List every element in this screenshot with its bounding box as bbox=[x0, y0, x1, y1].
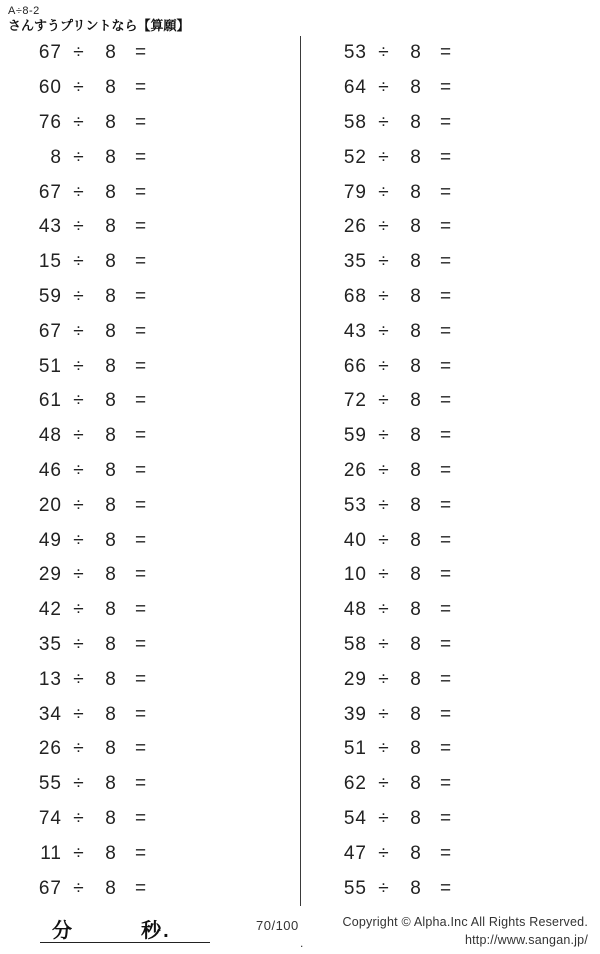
equals-sign: = bbox=[439, 285, 453, 307]
problem-row bbox=[14, 106, 300, 141]
problem-row bbox=[14, 488, 300, 523]
divide-icon: ÷ bbox=[73, 633, 85, 655]
equals-sign: = bbox=[439, 529, 453, 551]
problem-row bbox=[14, 175, 300, 210]
divide-icon: ÷ bbox=[378, 633, 390, 655]
problem-row bbox=[319, 36, 600, 71]
divisor: 8 bbox=[410, 842, 422, 864]
problem-row bbox=[14, 523, 300, 558]
equals-sign: = bbox=[439, 703, 453, 725]
equals-sign: = bbox=[134, 146, 148, 168]
problem-row bbox=[319, 384, 600, 419]
dividend: 29 bbox=[343, 668, 367, 690]
equals-sign: = bbox=[134, 703, 148, 725]
divide-icon: ÷ bbox=[73, 842, 85, 864]
problem-row bbox=[319, 802, 600, 837]
divisor: 8 bbox=[410, 773, 422, 795]
dividend: 15 bbox=[38, 251, 62, 273]
equals-sign: = bbox=[439, 216, 453, 238]
divide-icon: ÷ bbox=[73, 216, 85, 238]
equals-sign: = bbox=[134, 738, 148, 760]
equals-sign: = bbox=[134, 390, 148, 412]
problem-row bbox=[319, 628, 600, 663]
problem-column-left bbox=[0, 36, 300, 906]
divide-icon: ÷ bbox=[378, 807, 390, 829]
equals-sign: = bbox=[134, 633, 148, 655]
divisor: 8 bbox=[105, 251, 117, 273]
divide-icon: ÷ bbox=[73, 320, 85, 342]
copyright-text: Copyright © Alpha.Inc All Rights Reserved. bbox=[342, 915, 588, 929]
footer-dot: . bbox=[300, 936, 304, 950]
divide-icon: ÷ bbox=[73, 738, 85, 760]
problem-row bbox=[14, 419, 300, 454]
divisor: 8 bbox=[105, 181, 117, 203]
divisor: 8 bbox=[105, 425, 117, 447]
problem-row bbox=[14, 662, 300, 697]
dividend: 43 bbox=[343, 320, 367, 342]
website-url: http://www.sangan.jp/ bbox=[464, 933, 588, 947]
problem-row bbox=[14, 732, 300, 767]
minutes-label: 分 bbox=[52, 920, 74, 942]
equals-sign: = bbox=[439, 425, 453, 447]
divide-icon: ÷ bbox=[378, 111, 390, 133]
divide-icon: ÷ bbox=[73, 494, 85, 516]
equals-sign: = bbox=[439, 251, 453, 273]
problem-row bbox=[319, 523, 600, 558]
problem-row bbox=[14, 871, 300, 906]
dividend: 55 bbox=[38, 773, 62, 795]
problem-row bbox=[14, 210, 300, 245]
divisor: 8 bbox=[105, 599, 117, 621]
divisor: 8 bbox=[410, 251, 422, 273]
problem-row bbox=[319, 106, 600, 141]
dividend: 26 bbox=[343, 216, 367, 238]
divisor: 8 bbox=[410, 390, 422, 412]
equals-sign: = bbox=[134, 320, 148, 342]
divide-icon: ÷ bbox=[73, 529, 85, 551]
equals-sign: = bbox=[439, 633, 453, 655]
divisor: 8 bbox=[410, 355, 422, 377]
divisor: 8 bbox=[410, 633, 422, 655]
problem-row bbox=[14, 140, 300, 175]
dividend: 40 bbox=[343, 529, 367, 551]
dividend: 55 bbox=[343, 877, 367, 899]
dividend: 58 bbox=[343, 111, 367, 133]
worksheet-code: A÷8-2 bbox=[8, 5, 40, 17]
page-number: 70/100 bbox=[256, 918, 299, 933]
problem-row bbox=[14, 802, 300, 837]
problem-row bbox=[319, 488, 600, 523]
divisor: 8 bbox=[410, 216, 422, 238]
dividend: 43 bbox=[38, 216, 62, 238]
divisor: 8 bbox=[105, 320, 117, 342]
divide-icon: ÷ bbox=[378, 703, 390, 725]
divisor: 8 bbox=[105, 77, 117, 99]
equals-sign: = bbox=[134, 42, 148, 64]
divisor: 8 bbox=[410, 494, 422, 516]
equals-sign: = bbox=[134, 494, 148, 516]
divide-icon: ÷ bbox=[73, 111, 85, 133]
dividend: 26 bbox=[343, 459, 367, 481]
divide-icon: ÷ bbox=[73, 77, 85, 99]
problem-row bbox=[319, 836, 600, 871]
equals-sign: = bbox=[439, 111, 453, 133]
equals-sign: = bbox=[134, 355, 148, 377]
divisor: 8 bbox=[105, 459, 117, 481]
problem-row bbox=[14, 593, 300, 628]
divide-icon: ÷ bbox=[73, 146, 85, 168]
divisor: 8 bbox=[410, 668, 422, 690]
divisor: 8 bbox=[105, 738, 117, 760]
divide-icon: ÷ bbox=[378, 42, 390, 64]
problem-column-right bbox=[300, 36, 600, 906]
problem-row bbox=[14, 558, 300, 593]
equals-sign: = bbox=[439, 564, 453, 586]
divide-icon: ÷ bbox=[73, 877, 85, 899]
divide-icon: ÷ bbox=[378, 773, 390, 795]
dividend: 67 bbox=[38, 181, 62, 203]
divide-icon: ÷ bbox=[378, 529, 390, 551]
divisor: 8 bbox=[410, 738, 422, 760]
divide-icon: ÷ bbox=[73, 181, 85, 203]
problem-row bbox=[319, 732, 600, 767]
dividend: 72 bbox=[343, 390, 367, 412]
dividend: 64 bbox=[343, 77, 367, 99]
dividend: 13 bbox=[38, 668, 62, 690]
equals-sign: = bbox=[439, 807, 453, 829]
divisor: 8 bbox=[105, 529, 117, 551]
dividend: 34 bbox=[38, 703, 62, 725]
equals-sign: = bbox=[439, 390, 453, 412]
divide-icon: ÷ bbox=[73, 390, 85, 412]
problem-row bbox=[319, 697, 600, 732]
divide-icon: ÷ bbox=[378, 77, 390, 99]
seconds-label: 秒. bbox=[141, 920, 171, 942]
divisor: 8 bbox=[105, 633, 117, 655]
equals-sign: = bbox=[134, 77, 148, 99]
problem-row bbox=[14, 314, 300, 349]
problem-row bbox=[319, 280, 600, 315]
divide-icon: ÷ bbox=[378, 842, 390, 864]
divisor: 8 bbox=[410, 42, 422, 64]
equals-sign: = bbox=[439, 355, 453, 377]
dividend: 11 bbox=[40, 842, 62, 864]
divide-icon: ÷ bbox=[378, 146, 390, 168]
page-footer bbox=[0, 906, 600, 954]
problem-row bbox=[319, 210, 600, 245]
divisor: 8 bbox=[410, 459, 422, 481]
dividend: 67 bbox=[38, 42, 62, 64]
equals-sign: = bbox=[134, 529, 148, 551]
divide-icon: ÷ bbox=[378, 216, 390, 238]
dividend: 67 bbox=[38, 320, 62, 342]
divide-icon: ÷ bbox=[73, 251, 85, 273]
divide-icon: ÷ bbox=[73, 425, 85, 447]
divisor: 8 bbox=[410, 111, 422, 133]
dividend: 61 bbox=[38, 390, 62, 412]
dividend: 48 bbox=[38, 425, 62, 447]
divide-icon: ÷ bbox=[378, 390, 390, 412]
dividend: 51 bbox=[38, 355, 62, 377]
dividend: 10 bbox=[343, 564, 367, 586]
divisor: 8 bbox=[410, 877, 422, 899]
problem-row bbox=[319, 662, 600, 697]
divisor: 8 bbox=[105, 42, 117, 64]
time-write-line bbox=[40, 942, 210, 943]
problem-row bbox=[319, 767, 600, 802]
problem-row bbox=[319, 245, 600, 280]
problem-row bbox=[14, 454, 300, 489]
dividend: 67 bbox=[38, 877, 62, 899]
problem-row bbox=[319, 558, 600, 593]
page-header bbox=[8, 4, 189, 34]
dividend: 52 bbox=[343, 146, 367, 168]
divisor: 8 bbox=[410, 146, 422, 168]
equals-sign: = bbox=[439, 842, 453, 864]
dividend: 60 bbox=[38, 77, 62, 99]
divisor: 8 bbox=[105, 807, 117, 829]
divisor: 8 bbox=[410, 320, 422, 342]
problem-row bbox=[319, 349, 600, 384]
equals-sign: = bbox=[439, 668, 453, 690]
dividend: 59 bbox=[38, 285, 62, 307]
problem-row bbox=[14, 349, 300, 384]
equals-sign: = bbox=[439, 459, 453, 481]
dividend: 62 bbox=[343, 773, 367, 795]
equals-sign: = bbox=[439, 77, 453, 99]
divide-icon: ÷ bbox=[73, 807, 85, 829]
divide-icon: ÷ bbox=[378, 355, 390, 377]
dividend: 42 bbox=[38, 599, 62, 621]
divide-icon: ÷ bbox=[378, 425, 390, 447]
equals-sign: = bbox=[134, 599, 148, 621]
divisor: 8 bbox=[105, 703, 117, 725]
problem-row bbox=[14, 628, 300, 663]
problem-row bbox=[14, 245, 300, 280]
equals-sign: = bbox=[439, 773, 453, 795]
divide-icon: ÷ bbox=[378, 320, 390, 342]
dividend: 68 bbox=[343, 285, 367, 307]
divide-icon: ÷ bbox=[73, 773, 85, 795]
equals-sign: = bbox=[439, 599, 453, 621]
divisor: 8 bbox=[410, 564, 422, 586]
dividend: 76 bbox=[38, 111, 62, 133]
dividend: 20 bbox=[38, 494, 62, 516]
divisor: 8 bbox=[105, 390, 117, 412]
divide-icon: ÷ bbox=[73, 564, 85, 586]
divide-icon: ÷ bbox=[378, 738, 390, 760]
dividend: 49 bbox=[38, 529, 62, 551]
divisor: 8 bbox=[410, 181, 422, 203]
divisor: 8 bbox=[105, 877, 117, 899]
equals-sign: = bbox=[134, 807, 148, 829]
divide-icon: ÷ bbox=[378, 251, 390, 273]
divisor: 8 bbox=[105, 494, 117, 516]
divisor: 8 bbox=[410, 807, 422, 829]
dividend: 48 bbox=[343, 599, 367, 621]
divisor: 8 bbox=[105, 564, 117, 586]
divisor: 8 bbox=[105, 111, 117, 133]
divide-icon: ÷ bbox=[73, 668, 85, 690]
problem-row bbox=[14, 697, 300, 732]
problem-row bbox=[319, 593, 600, 628]
divide-icon: ÷ bbox=[73, 459, 85, 481]
divide-icon: ÷ bbox=[378, 877, 390, 899]
dividend: 39 bbox=[343, 703, 367, 725]
problem-row bbox=[14, 384, 300, 419]
page-title: さんすうプリントなら【算願】 bbox=[8, 18, 190, 33]
equals-sign: = bbox=[439, 320, 453, 342]
problem-row bbox=[319, 314, 600, 349]
problem-row bbox=[14, 767, 300, 802]
dividend: 8 bbox=[50, 146, 62, 168]
problem-row bbox=[319, 140, 600, 175]
problem-row bbox=[319, 71, 600, 106]
dividend: 74 bbox=[38, 807, 62, 829]
divide-icon: ÷ bbox=[378, 494, 390, 516]
problem-row bbox=[14, 36, 300, 71]
equals-sign: = bbox=[134, 459, 148, 481]
problem-row bbox=[319, 454, 600, 489]
divisor: 8 bbox=[105, 355, 117, 377]
divisor: 8 bbox=[410, 703, 422, 725]
divide-icon: ÷ bbox=[378, 459, 390, 481]
equals-sign: = bbox=[134, 285, 148, 307]
equals-sign: = bbox=[134, 425, 148, 447]
time-record-field bbox=[52, 914, 171, 943]
divisor: 8 bbox=[410, 77, 422, 99]
equals-sign: = bbox=[134, 877, 148, 899]
divisor: 8 bbox=[410, 425, 422, 447]
equals-sign: = bbox=[439, 181, 453, 203]
divide-icon: ÷ bbox=[73, 599, 85, 621]
divisor: 8 bbox=[105, 668, 117, 690]
equals-sign: = bbox=[439, 494, 453, 516]
dividend: 66 bbox=[343, 355, 367, 377]
divide-icon: ÷ bbox=[73, 703, 85, 725]
dividend: 35 bbox=[343, 251, 367, 273]
equals-sign: = bbox=[439, 738, 453, 760]
problem-row bbox=[319, 871, 600, 906]
equals-sign: = bbox=[134, 842, 148, 864]
equals-sign: = bbox=[439, 146, 453, 168]
dividend: 46 bbox=[38, 459, 62, 481]
problem-row bbox=[14, 71, 300, 106]
dividend: 29 bbox=[38, 564, 62, 586]
equals-sign: = bbox=[134, 111, 148, 133]
equals-sign: = bbox=[134, 251, 148, 273]
dividend: 26 bbox=[38, 738, 62, 760]
equals-sign: = bbox=[439, 42, 453, 64]
dividend: 53 bbox=[343, 494, 367, 516]
dividend: 53 bbox=[343, 42, 367, 64]
dividend: 59 bbox=[343, 425, 367, 447]
dividend: 54 bbox=[343, 807, 367, 829]
divide-icon: ÷ bbox=[73, 285, 85, 307]
dividend: 51 bbox=[343, 738, 367, 760]
dividend: 58 bbox=[343, 633, 367, 655]
problem-columns bbox=[0, 36, 600, 906]
divisor: 8 bbox=[105, 773, 117, 795]
divide-icon: ÷ bbox=[378, 181, 390, 203]
equals-sign: = bbox=[134, 564, 148, 586]
divide-icon: ÷ bbox=[378, 668, 390, 690]
equals-sign: = bbox=[134, 773, 148, 795]
problem-row bbox=[14, 836, 300, 871]
divisor: 8 bbox=[410, 285, 422, 307]
equals-sign: = bbox=[439, 877, 453, 899]
equals-sign: = bbox=[134, 216, 148, 238]
divide-icon: ÷ bbox=[378, 564, 390, 586]
dividend: 47 bbox=[343, 842, 367, 864]
equals-sign: = bbox=[134, 668, 148, 690]
dividend: 79 bbox=[343, 181, 367, 203]
dividend: 35 bbox=[38, 633, 62, 655]
divisor: 8 bbox=[105, 146, 117, 168]
divide-icon: ÷ bbox=[73, 42, 85, 64]
problem-row bbox=[319, 419, 600, 454]
divide-icon: ÷ bbox=[73, 355, 85, 377]
divide-icon: ÷ bbox=[378, 599, 390, 621]
problem-row bbox=[319, 175, 600, 210]
equals-sign: = bbox=[134, 181, 148, 203]
divisor: 8 bbox=[410, 529, 422, 551]
divisor: 8 bbox=[105, 216, 117, 238]
divisor: 8 bbox=[105, 842, 117, 864]
problem-row bbox=[14, 280, 300, 315]
divide-icon: ÷ bbox=[378, 285, 390, 307]
divisor: 8 bbox=[410, 599, 422, 621]
divisor: 8 bbox=[105, 285, 117, 307]
